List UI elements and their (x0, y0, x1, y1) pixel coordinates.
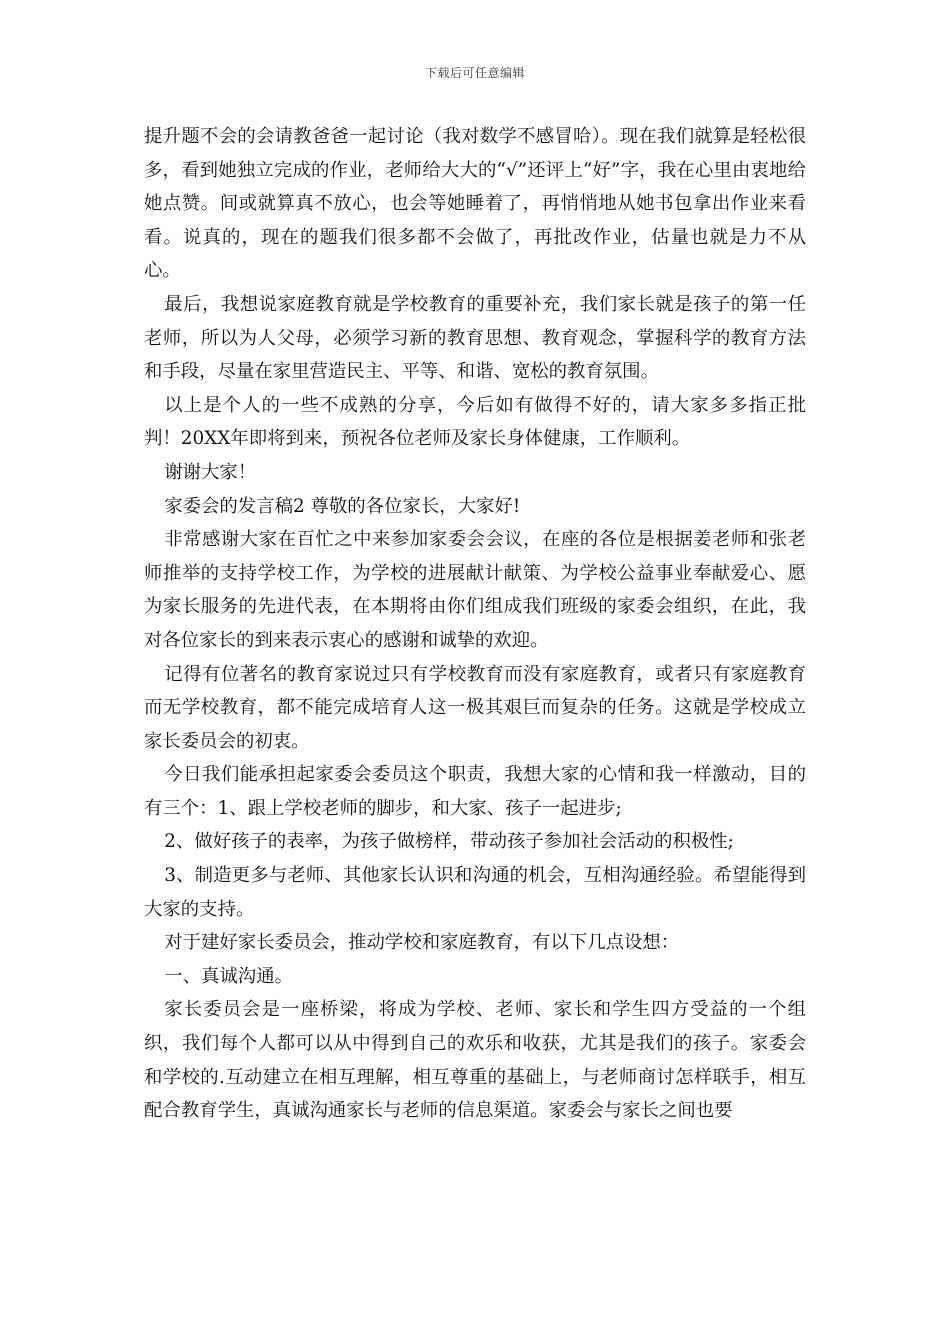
page-header: 下载后可任意编辑 (424, 66, 525, 80)
paragraph: 2、做好孩子的表率，为孩子做榜样，带动孩子参加社会活动的积极性; (164, 831, 734, 853)
paragraph: 记得有位著名的教育家说过只有学校教育而没有家庭教育，或者只有家庭教育而无学校教育，都不能完成培育人这一极其艰巨而复杂的任务。这就是学校成立家长委员会的初衷。 (144, 663, 806, 752)
paragraph: 今日我们能承担起家委会委员这个职责，我想大家的心情和我一样激动，目的有三个：1、跟上学校老师的脚步，和大家、孩子一起进步; (144, 764, 806, 819)
paragraph: 家长委员会是一座桥梁，将成为学校、老师、家长和学生四方受益的一个组织，我们每个人都可以从中得到自己的欢乐和收获，尤其是我们的孩子。家委会和学校的.互动建立在相互理解，相互尊重的基础上，与老师商讨怎样联手，相互配合教育学生，真诚沟通家长与老师的信息渠道。家委会与家长之间也要 (144, 999, 806, 1122)
paragraph: 家委会的发言稿2 尊敬的各位家长，大家好! (164, 495, 521, 517)
paragraph: 对于建好家长委员会，推动学校和家庭教育，有以下几点设想： (164, 932, 680, 954)
paragraph: 非常感谢大家在百忙之中来参加家委会会议，在座的各位是根据姜老师和张老师推举的支持学校工作，为学校的进展献计献策、为学校公益事业奉献爱心、愿为家长服务的先进代表，在本期将由你们组成我们班级的家委会组织，在此，我对各位家长的到来表示衷心的感谢和诚挚的欢迎。 (144, 529, 806, 651)
paragraph: 3、制造更多与老师、其他家长认识和沟通的机会，互相沟通经验。希望能得到大家的支持。 (144, 865, 806, 920)
paragraph: 一、真诚沟通。 (164, 965, 293, 987)
paragraph: 谢谢大家！ (164, 461, 257, 483)
paragraph: 提升题不会的会请教爸爸一起讨论（我对数学不感冒哈）。现在我们就算是轻松很多，看到她独立完成的作业，老师给大大的“√”还评上“好”字，我在心里由衷地给她点赞。间或就算真不放心，也会等她睡着了，再悄悄地从她书包拿出作业来看看。说真的，现在的题我们很多都不会做了，再批改作业，估量也就是力不从心。 (144, 126, 806, 282)
document-body (144, 120, 806, 1128)
paragraph: 最后，我想说家庭教育就是学校教育的重要补充，我们家长就是孩子的第一任老师，所以为人父母，必须学习新的教育思想、教育观念，掌握科学的教育方法和手段，尽量在家里营造民主、平等、和谐、宽松的教育氛围。 (144, 293, 806, 383)
paragraph: 以上是个人的一些不成熟的分享，今后如有做得不好的，请大家多多指正批判！20XX年即将到来，预祝各位老师及家长身体健康，工作顺利。 (144, 394, 806, 450)
